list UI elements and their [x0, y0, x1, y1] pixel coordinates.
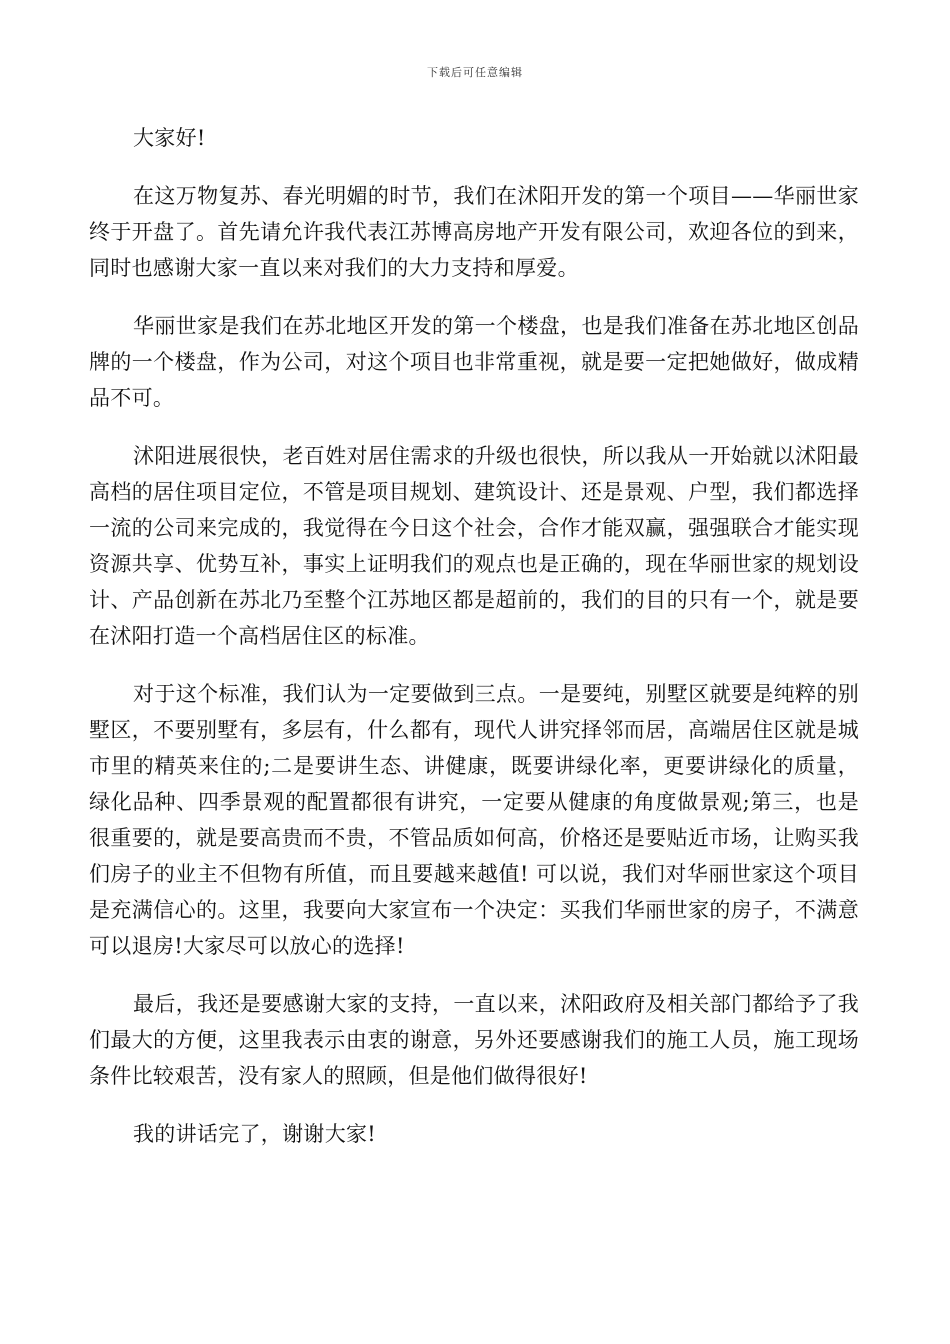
thanks-paragraph: 最后，我还是要感谢大家的支持，一直以来，沭阳政府及相关部门都给予了我们最大的方便，这里我表示由衷的谢意，另外还要感谢我们的施工人员，施工现场条件比较艰苦，没有家人的照顾，但是他们做得很好!	[89, 992, 859, 1088]
opening-paragraph: 在这万物复苏、春光明媚的时节，我们在沭阳开发的第一个项目——华丽世家终于开盘了。首先请允许我代表江苏博高房地产开发有限公司，欢迎各位的到来，同时也感谢大家一直以来对我们的大力支持和厚爱。	[89, 184, 859, 280]
greeting-paragraph: 大家好!	[133, 126, 206, 150]
document-body	[89, 120, 859, 1174]
project-intro-paragraph: 华丽世家是我们在苏北地区开发的第一个楼盘，也是我们准备在苏北地区创品牌的一个楼盘，作为公司，对这个项目也非常重视，就是要一定把她做好，做成精品不可。	[89, 314, 859, 410]
positioning-paragraph: 沭阳进展很快，老百姓对居住需求的升级也很快，所以我从一开始就以沭阳最高档的居住项目定位，不管是项目规划、建筑设计、还是景观、户型，我们都选择一流的公司来完成的，我觉得在今日这个社会，合作才能双赢，强强联合才能实现资源共享、优势互补，事实上证明我们的观点也是正确的，现在华丽世家的规划设计、产品创新在苏北乃至整个江苏地区都是超前的，我们的目的只有一个，就是要在沭阳打造一个高档居住区的标准。	[89, 444, 859, 648]
closing-paragraph: 我的讲话完了，谢谢大家!	[133, 1122, 377, 1146]
standards-paragraph: 对于这个标准，我们认为一定要做到三点。一是要纯，别墅区就要是纯粹的别墅区，不要别墅有，多层有，什么都有，现代人讲究择邻而居，高端居住区就是城市里的精英来住的;二是要讲生态、讲健康，既要讲绿化率，更要讲绿化的质量，绿化品种、四季景观的配置都很有讲究，一定要从健康的角度做景观;第三，也是很重要的，就是要高贵而不贵，不管品质如何高，价格还是要贴近市场，让购买我们房子的业主不但物有所值，而且要越来越值! 可以说，我们对华丽世家这个项目是充满信心的。这里，我要向大家宣布一个决定：买我们华丽世家的房子，不满意可以退房!大家尽可以放心的选择!	[89, 682, 859, 958]
page-header: 下载后可任意编辑	[427, 66, 523, 79]
